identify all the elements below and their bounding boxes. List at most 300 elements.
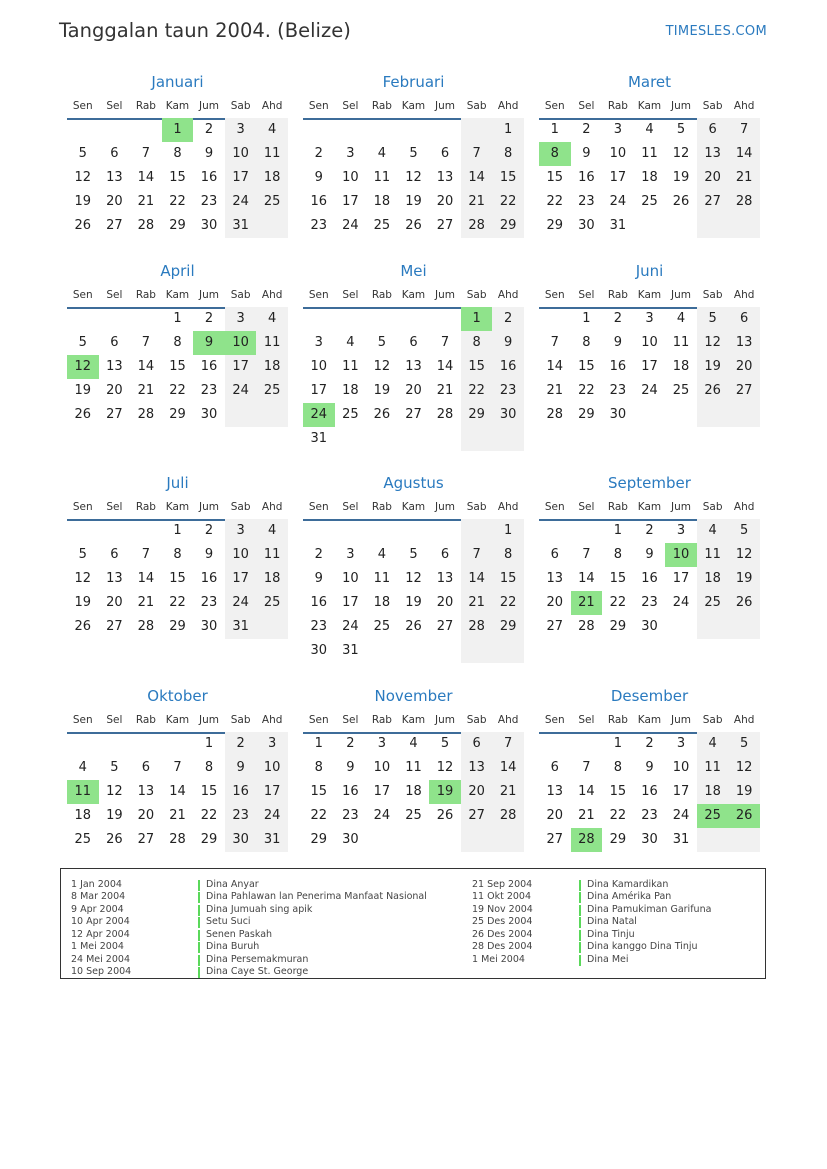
weekday-header: Ahd: [733, 100, 755, 112]
weekday-header: Sab: [230, 100, 251, 112]
day-cell: 29: [169, 218, 186, 233]
day-cell: 8: [613, 547, 623, 562]
day-cell: 19: [74, 595, 92, 610]
day-cell: 26: [697, 379, 729, 403]
day-cell: 2: [492, 307, 524, 331]
weekday-header: Ahd: [497, 289, 519, 301]
day-cell: 11: [373, 170, 391, 185]
weekday-header: Sen: [544, 100, 565, 112]
holiday-day: 19: [429, 780, 461, 804]
weekday-header: Sen: [308, 501, 329, 513]
day-cell: 11: [256, 142, 288, 166]
day-cell: 5: [440, 736, 450, 751]
day-cell: 4: [78, 760, 87, 775]
weekday-header: Sab: [466, 100, 487, 112]
day-cell: 7: [582, 547, 591, 562]
day-cell: 14: [137, 359, 155, 374]
day-cell: 9: [346, 760, 355, 775]
day-cell: 1: [173, 523, 182, 538]
day-cell: [256, 615, 288, 639]
day-cell: 22: [546, 194, 564, 209]
day-cell: 6: [110, 547, 119, 562]
legend-row: [71, 929, 401, 941]
day-cell: 2: [204, 122, 214, 137]
day-cell: 13: [137, 784, 155, 799]
day-cell: 10: [373, 760, 391, 775]
day-cell: 12: [728, 543, 760, 567]
day-cell: 21: [578, 808, 595, 823]
day-cell: 28: [578, 619, 595, 634]
legend-date: 10 Sep 2004: [71, 966, 132, 978]
day-cell: 19: [405, 595, 422, 610]
day-cell: 1: [492, 519, 524, 543]
day-cell: 6: [409, 335, 418, 350]
weekday-header: Kam: [165, 100, 190, 112]
day-cell: 27: [697, 190, 729, 214]
day-cell: 13: [405, 359, 422, 374]
day-cell: 5: [728, 732, 760, 756]
day-cell: 14: [137, 170, 155, 185]
day-cell: 26: [405, 218, 422, 233]
day-cell: 14: [492, 756, 524, 780]
day-cell: 4: [697, 732, 729, 756]
day-cell: 9: [645, 547, 654, 562]
weekday-header: Ahd: [497, 501, 519, 513]
weekday-header: Rab: [135, 289, 156, 301]
day-cell: 7: [461, 142, 493, 166]
day-cell: 15: [578, 359, 595, 374]
day-cell: 3: [256, 732, 288, 756]
day-cell: 19: [74, 194, 92, 209]
legend-date: 9 Apr 2004: [71, 903, 124, 915]
day-cell: 10: [342, 170, 359, 185]
day-cell: 17: [672, 784, 690, 799]
day-cell: 27: [436, 218, 454, 233]
day-cell: 25: [672, 383, 690, 398]
day-cell: 19: [697, 355, 729, 379]
day-cell: 9: [225, 756, 257, 780]
day-cell: 6: [728, 307, 760, 331]
weekday-header: Ahd: [261, 714, 283, 726]
day-cell: 20: [546, 595, 564, 610]
day-cell: 13: [436, 170, 454, 185]
weekday-header: Jum: [435, 289, 456, 301]
weekday-header: Sab: [466, 289, 487, 301]
legend-holiday-name: Dina Amérika Pan: [587, 891, 672, 903]
day-cell: 10: [225, 142, 257, 166]
day-cell: 23: [310, 218, 328, 233]
weekday-header: Sel: [578, 100, 595, 112]
day-cell: [492, 639, 524, 663]
day-cell: 18: [256, 166, 288, 190]
day-cell: 9: [204, 146, 214, 161]
day-cell: 8: [492, 543, 524, 567]
holiday-day: 1: [461, 307, 493, 331]
day-cell: 24: [672, 808, 690, 823]
day-cell: 7: [141, 146, 151, 161]
day-cell: 22: [169, 383, 186, 398]
day-cell: 5: [78, 335, 87, 350]
day-cell: 12: [728, 756, 760, 780]
day-cell: 3: [613, 122, 623, 137]
day-cell: 11: [672, 335, 690, 350]
day-cell: 13: [546, 784, 564, 799]
day-cell: [697, 615, 729, 639]
day-cell: 27: [106, 407, 123, 422]
day-cell: 22: [461, 379, 493, 403]
legend-marker: [198, 967, 200, 978]
day-cell: 22: [200, 808, 218, 823]
day-cell: 12: [436, 760, 454, 775]
weekday-header: Sel: [578, 714, 595, 726]
legend-date: 1 Mei 2004: [472, 953, 525, 965]
legend-holiday-name: Senen Paskah: [206, 928, 273, 940]
day-cell: 18: [373, 595, 391, 610]
day-cell: 19: [672, 170, 690, 185]
legend-date: 24 Mei 2004: [71, 953, 130, 965]
holiday-day: 1: [162, 118, 194, 142]
month-title: Desember: [610, 687, 689, 705]
day-cell: 21: [728, 166, 760, 190]
day-cell: 8: [461, 331, 493, 355]
weekday-header: Kam: [637, 714, 662, 726]
day-cell: 24: [609, 194, 627, 209]
day-cell: 5: [409, 547, 418, 562]
day-cell: 21: [137, 383, 155, 398]
day-cell: 19: [74, 383, 92, 398]
day-cell: 18: [672, 359, 690, 374]
weekday-header: Ahd: [497, 100, 519, 112]
day-cell: 19: [728, 780, 760, 804]
weekday-header: Jum: [199, 100, 220, 112]
day-cell: 18: [342, 383, 359, 398]
weekday-header: Kam: [401, 501, 426, 513]
day-cell: 14: [546, 359, 564, 374]
day-cell: [492, 427, 524, 451]
brand-link[interactable]: TIMESLES.COM: [665, 24, 767, 39]
day-cell: 14: [436, 359, 454, 374]
day-cell: 16: [310, 194, 328, 209]
day-cell: 14: [728, 142, 760, 166]
day-cell: 20: [405, 383, 422, 398]
day-cell: 28: [492, 804, 524, 828]
day-cell: 15: [200, 784, 218, 799]
day-cell: 7: [728, 118, 760, 142]
legend-marker: [198, 942, 200, 953]
month-title: Oktober: [147, 687, 208, 705]
day-cell: 24: [225, 379, 257, 403]
day-cell: 31: [310, 431, 328, 446]
day-cell: 29: [492, 214, 524, 238]
legend-row: [71, 954, 401, 966]
legend-holiday-name: Dina Persemakmuran: [206, 953, 309, 965]
day-cell: 20: [436, 595, 454, 610]
day-cell: 24: [342, 619, 359, 634]
day-cell: 21: [546, 383, 564, 398]
weekday-header: Rab: [607, 714, 628, 726]
day-cell: 9: [204, 547, 214, 562]
day-cell: 15: [492, 166, 524, 190]
day-cell: 27: [137, 832, 155, 847]
day-cell: 18: [405, 784, 422, 799]
day-cell: 1: [613, 736, 623, 751]
day-cell: 24: [225, 190, 257, 214]
day-cell: 16: [310, 595, 328, 610]
day-cell: 20: [697, 166, 729, 190]
day-cell: 14: [461, 567, 493, 591]
legend-date: 1 Mei 2004: [71, 941, 124, 953]
day-cell: 21: [137, 194, 155, 209]
day-cell: 23: [310, 619, 328, 634]
legend-marker: [579, 917, 581, 928]
day-cell: 28: [461, 615, 493, 639]
weekday-header: Rab: [607, 100, 628, 112]
day-cell: 5: [728, 519, 760, 543]
day-cell: 20: [106, 383, 123, 398]
day-cell: [728, 214, 760, 238]
day-cell: 22: [578, 383, 595, 398]
day-cell: [225, 403, 257, 427]
holiday-day: 25: [697, 804, 729, 828]
month-title: September: [608, 474, 691, 492]
day-cell: 25: [697, 591, 729, 615]
weekday-header: Ahd: [733, 714, 755, 726]
day-cell: 6: [141, 760, 151, 775]
day-cell: 9: [314, 170, 323, 185]
day-cell: 25: [373, 218, 391, 233]
day-cell: 13: [461, 756, 493, 780]
holiday-day: 28: [571, 828, 603, 852]
day-cell: 2: [225, 732, 257, 756]
day-cell: 11: [697, 756, 729, 780]
weekday-header: Sel: [106, 714, 123, 726]
weekday-header: Sab: [702, 501, 723, 513]
weekday-header: Sab: [702, 100, 723, 112]
day-cell: [697, 828, 729, 852]
weekday-header: Ahd: [733, 289, 755, 301]
day-cell: 23: [342, 808, 359, 823]
day-cell: 10: [342, 571, 359, 586]
day-cell: 18: [373, 194, 391, 209]
legend-row: [472, 941, 802, 953]
weekday-header: Kam: [165, 714, 190, 726]
day-cell: [728, 828, 760, 852]
day-cell: 14: [578, 571, 595, 586]
legend-marker: [579, 930, 581, 941]
day-cell: 20: [728, 355, 760, 379]
legend-marker: [198, 892, 200, 903]
day-cell: 7: [440, 335, 450, 350]
day-cell: 1: [492, 118, 524, 142]
day-cell: 3: [225, 307, 257, 331]
day-cell: 1: [314, 736, 323, 751]
day-cell: 24: [373, 808, 391, 823]
day-cell: [492, 828, 524, 852]
day-cell: 9: [314, 571, 323, 586]
weekday-header: Sen: [72, 289, 93, 301]
day-cell: 6: [110, 335, 119, 350]
day-cell: [461, 118, 493, 142]
legend-holiday-name: Dina Pamukiman Garifuna: [587, 903, 712, 915]
weekday-header: Sel: [578, 501, 595, 513]
month-title: Mei: [400, 262, 427, 280]
day-cell: 15: [546, 170, 564, 185]
day-cell: 8: [582, 335, 591, 350]
day-cell: 14: [578, 784, 595, 799]
day-cell: 15: [609, 571, 627, 586]
day-cell: 10: [256, 756, 288, 780]
weekday-header: Jum: [671, 100, 692, 112]
day-cell: 4: [346, 335, 355, 350]
day-cell: 21: [436, 383, 454, 398]
day-cell: [256, 214, 288, 238]
day-cell: 25: [256, 591, 288, 615]
day-cell: 29: [492, 615, 524, 639]
day-cell: 27: [436, 619, 454, 634]
day-cell: 5: [78, 547, 87, 562]
weekday-header: Rab: [371, 289, 392, 301]
day-cell: 26: [405, 619, 422, 634]
weekday-header: Rab: [135, 501, 156, 513]
day-cell: 4: [377, 146, 387, 161]
day-cell: 12: [405, 170, 422, 185]
day-cell: 6: [550, 547, 559, 562]
day-cell: 1: [204, 736, 214, 751]
month-title: Januari: [151, 73, 204, 91]
day-cell: 3: [346, 547, 355, 562]
day-cell: 20: [546, 808, 564, 823]
day-cell: 18: [256, 567, 288, 591]
weekday-header: Sab: [466, 501, 487, 513]
day-cell: 28: [546, 407, 564, 422]
weekday-header: Sel: [342, 714, 359, 726]
legend-date: 21 Sep 2004: [472, 879, 533, 890]
weekday-header: Jum: [199, 714, 220, 726]
day-cell: 2: [204, 311, 214, 326]
weekday-header: Sen: [72, 501, 93, 513]
day-cell: 29: [200, 832, 218, 847]
day-cell: 8: [314, 760, 323, 775]
day-cell: 10: [641, 335, 658, 350]
day-cell: 19: [373, 383, 391, 398]
day-cell: 19: [106, 808, 123, 823]
day-cell: 10: [310, 359, 328, 374]
weekday-header: Ahd: [497, 714, 519, 726]
legend-date: 19 Nov 2004: [472, 903, 533, 915]
day-cell: 30: [310, 643, 328, 658]
weekday-header: Rab: [371, 714, 392, 726]
day-cell: 21: [461, 190, 493, 214]
day-cell: 16: [609, 359, 627, 374]
legend-marker: [579, 892, 581, 903]
legend-date: 12 Apr 2004: [71, 928, 130, 940]
day-cell: 15: [492, 567, 524, 591]
day-cell: 17: [609, 170, 627, 185]
legend-date: 28 Des 2004: [472, 941, 533, 953]
legend-row: [71, 891, 427, 903]
day-cell: 23: [492, 379, 524, 403]
weekday-header: Kam: [401, 100, 426, 112]
day-cell: 17: [641, 359, 658, 374]
weekday-header: Kam: [637, 501, 662, 513]
day-cell: 26: [74, 619, 92, 634]
day-cell: 4: [409, 736, 418, 751]
holiday-day: 9: [193, 331, 225, 355]
day-cell: 16: [200, 571, 218, 586]
legend-holiday-name: Dina Mei: [587, 953, 629, 965]
weekday-header: Ahd: [261, 289, 283, 301]
legend-holiday-name: Dina kanggo Dina Tinju: [587, 941, 698, 953]
day-cell: 20: [461, 780, 493, 804]
day-cell: 17: [225, 166, 257, 190]
weekday-header: Sen: [72, 100, 93, 112]
day-cell: 8: [173, 146, 182, 161]
day-cell: 28: [436, 407, 454, 422]
day-cell: 4: [256, 118, 288, 142]
weekday-header: Jum: [435, 100, 456, 112]
day-cell: 6: [440, 146, 450, 161]
day-cell: 21: [461, 591, 493, 615]
day-cell: 4: [645, 122, 654, 137]
day-cell: 9: [582, 146, 591, 161]
day-cell: 2: [204, 523, 214, 538]
day-cell: 12: [697, 331, 729, 355]
day-cell: 11: [697, 543, 729, 567]
day-cell: 26: [436, 808, 454, 823]
weekday-header: Rab: [135, 100, 156, 112]
day-cell: 7: [173, 760, 182, 775]
legend-row: [71, 879, 401, 891]
legend-holiday-name: Dina Tinju: [587, 928, 635, 940]
day-cell: 2: [645, 523, 654, 538]
day-cell: 17: [310, 383, 328, 398]
weekday-header: Sen: [308, 100, 329, 112]
day-cell: 8: [204, 760, 214, 775]
legend-marker: [198, 917, 200, 928]
weekday-header: Sel: [342, 501, 359, 513]
day-cell: 2: [613, 311, 623, 326]
holiday-day: 26: [728, 804, 760, 828]
day-cell: 27: [461, 804, 493, 828]
day-cell: [256, 403, 288, 427]
day-cell: 1: [613, 523, 623, 538]
day-cell: 17: [256, 780, 288, 804]
legend-holiday-name: Dina Anyar: [206, 879, 259, 890]
holiday-day: 21: [571, 591, 603, 615]
weekday-header: Kam: [637, 289, 662, 301]
month-title: November: [374, 687, 453, 705]
day-cell: 12: [74, 170, 92, 185]
weekday-header: Ahd: [261, 501, 283, 513]
day-cell: 31: [225, 214, 257, 238]
legend-row: [71, 941, 401, 953]
day-cell: 3: [346, 146, 355, 161]
day-cell: 1: [582, 311, 591, 326]
day-cell: 16: [641, 571, 658, 586]
day-cell: 10: [672, 760, 690, 775]
day-cell: 20: [436, 194, 454, 209]
day-cell: 25: [641, 194, 658, 209]
weekday-header: Sel: [578, 289, 595, 301]
day-cell: 13: [697, 142, 729, 166]
day-cell: 2: [582, 122, 591, 137]
day-cell: 8: [613, 760, 623, 775]
day-cell: 21: [137, 595, 155, 610]
day-cell: 27: [106, 619, 123, 634]
day-cell: 23: [641, 595, 658, 610]
day-cell: 10: [609, 146, 627, 161]
day-cell: 6: [697, 118, 729, 142]
